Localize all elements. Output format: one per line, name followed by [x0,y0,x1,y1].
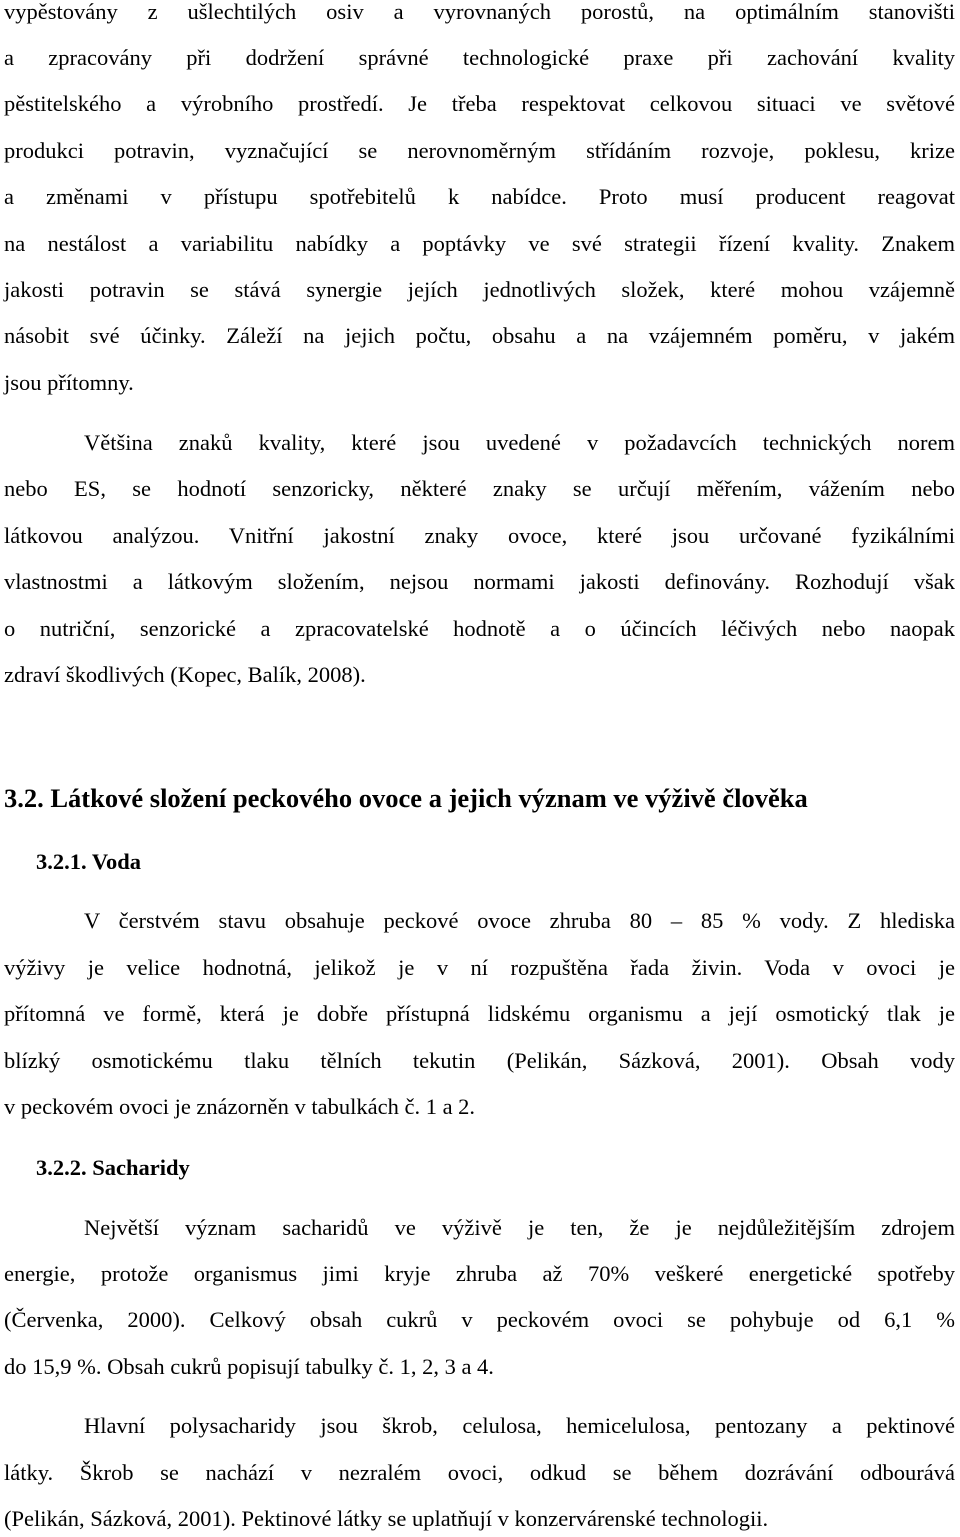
text-line: vlastnostmi a látkovým složením, nejsou normami jakosti definovány. Rozhodují však [4,569,955,594]
section-heading: 3.2. Látkové složení peckového ovoce a jejich význam ve výživě člověka [4,783,808,813]
text-line: V čerstvém stavu obsahuje peckové ovoce zhruba 80 – 85 % vody. Z hlediska [84,908,955,933]
text-line: (Pelikán, Sázková, 2001). Pektinové látky se uplatňují v konzervárenské technologii. [4,1506,769,1531]
text-line: látky. Škrob se nachází v nezralém ovoci, odkud se během dozrávání odbourává [4,1460,955,1485]
text-line: o nutriční, senzorické a zpracovatelské hodnotě a o účincích léčivých nebo naopak [4,616,955,641]
subsection-heading-water: 3.2.1. Voda [36,849,142,874]
text-line: výživy je velice hodnotná, jelikož je v ní rozpuštěna řada živin. Voda v ovoci je [4,955,955,980]
text-line: Největší význam sacharidů ve výživě je ten, že je nejdůležitějším zdrojem [84,1215,955,1240]
text-line: (Červenka, 2000). Celkový obsah cukrů v peckovém ovoci se pohybuje od 6,1 % [4,1307,955,1332]
text-line: Hlavní polysacharidy jsou škrob, celulosa, hemicelulosa, pentozany a pektinové [84,1413,955,1438]
text-line: pěstitelského a výrobního prostředí. Je třeba respektovat celkovou situaci ve světové [4,91,955,116]
text-line: do 15,9 %. Obsah cukrů popisují tabulky č. 1, 2, 3 a 4. [4,1354,494,1379]
text-line: energie, protože organismus jimi kryje zhruba až 70% veškeré energetické spotřeby [4,1261,955,1286]
text-line: zdraví škodlivých (Kopec, Balík, 2008). [4,662,366,687]
text-line: násobit své účinky. Záleží na jejich počtu, obsahu a na vzájemném poměru, v jakém [4,323,955,348]
subsection-heading-sugars: 3.2.2. Sacharidy [36,1155,190,1180]
text-line: látkovou analýzou. Vnitřní jakostní znaky ovoce, které jsou určované fyzikálními [4,523,955,548]
text-line: na nestálost a variabilitu nabídky a poptávky ve své strategii řízení kvality. Znakem [4,231,955,256]
text-line: jakosti potravin se stává synergie jejích jednotlivých složek, které mohou vzájemně [4,277,955,302]
text-line: a zpracovány při dodržení správné technologické praxe při zachování kvality [4,45,955,70]
text-line: blízký osmotickému tlaku tělních tekutin (Pelikán, Sázková, 2001). Obsah vody [4,1048,955,1073]
text-line: v peckovém ovoci je znázorněn v tabulkách č. 1 a 2. [4,1094,476,1119]
text-line: vypěstovány z ušlechtilých osiv a vyrovnaných porostů, na optimálním stanovišti [4,0,955,24]
text-line: Většina znaků kvality, které jsou uvedené v požadavcích technických norem [84,430,955,455]
text-line: a změnami v přístupu spotřebitelů k nabídce. Proto musí producent reagovat [4,184,955,209]
text-line: nebo ES, se hodnotí senzoricky, některé znaky se určují měřením, vážením nebo [4,476,955,501]
text-line: přítomná ve formě, která je dobře přístupná lidskému organismu a její osmotický tlak je [4,1001,955,1026]
text-line: jsou přítomny. [4,370,134,395]
text-line: produkci potravin, vyznačující se nerovnoměrným střídáním rozvoje, poklesu, krize [4,138,955,163]
